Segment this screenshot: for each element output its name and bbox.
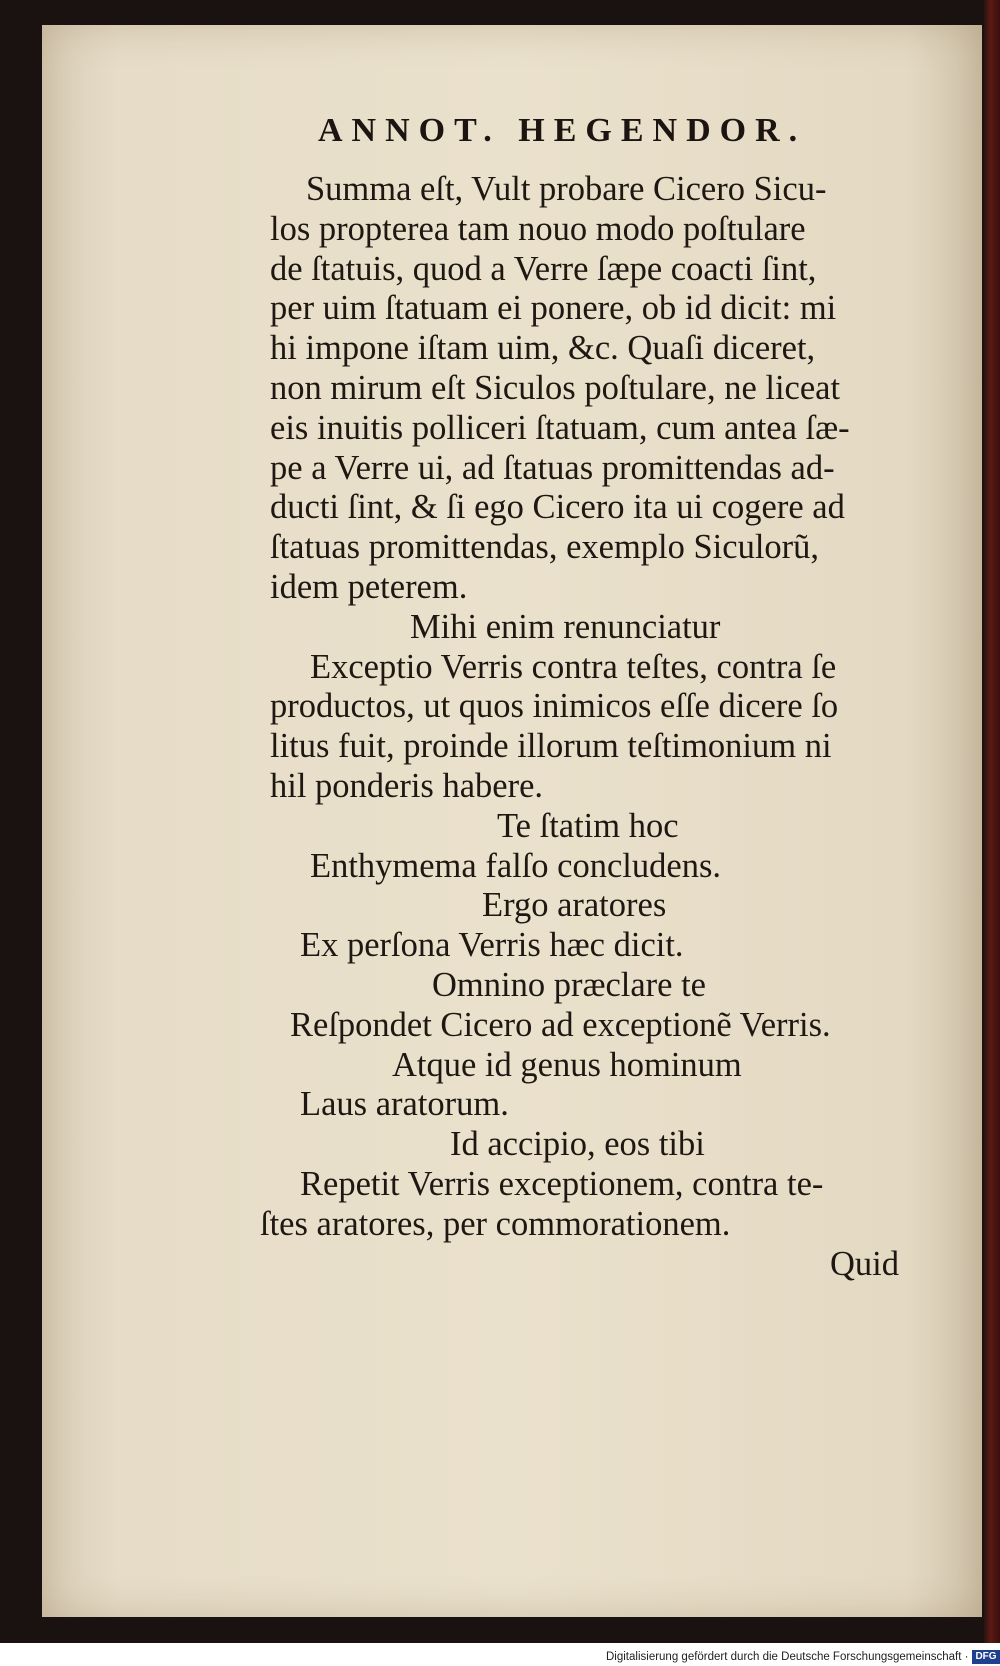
text-line: per uim ſtatuam ei ponere, ob id dicit: mi [270, 289, 837, 328]
text-line: hi impone iſtam uim, &c. Quaſi diceret, [270, 329, 816, 368]
text-line: de ſtatuis, quod a Verre ſæpe coacti ſint, [270, 249, 817, 288]
footer-text: Digitalisierung gefördert durch die Deutsche Forschungsgemeinschaft · [606, 1651, 969, 1663]
book-cover-edge [984, 0, 1000, 1643]
text-line: Reſpondet Cicero ad exceptionẽ Verris. [290, 1005, 831, 1044]
page-text [260, 170, 920, 1284]
lemma-heading: Omnino præclare te [432, 965, 706, 1004]
text-line: Summa eſt, Vult probare Cicero Sicu- [306, 170, 827, 208]
text-line: Laus aratorum. [300, 1085, 509, 1124]
text-line: Enthymema falſo concludens. [310, 846, 722, 885]
text-line: hil ponderis habere. [270, 766, 544, 805]
text-line: ducti ſint, & ſi ego Cicero ita ui cogere ad [270, 488, 845, 527]
text-line: ſtes aratores, per commorationem. [260, 1204, 731, 1243]
catchword: Quid [830, 1244, 899, 1283]
lemma-heading: Id accipio, eos tibi [450, 1125, 705, 1164]
text-line: ſtatuas promittendas, exemplo Siculorũ, [270, 528, 820, 567]
dfg-logo: DFG [972, 1650, 999, 1664]
text-line: los propterea tam nouo modo poſtulare [270, 209, 806, 248]
text-line: idem peterem. [270, 567, 468, 606]
lemma-heading: Te ſtatim hoc [497, 806, 679, 845]
text-line: non mirum eſt Siculos poſtulare, ne liceat [270, 368, 841, 407]
text-line: productos, ut quos inimicos eſſe dicere ſo [270, 687, 839, 726]
text-line: Exceptio Verris contra teſtes, contra ſe [310, 647, 837, 686]
text-line: Repetit Verris exceptionem, contra te- [300, 1164, 824, 1203]
running-header: ANNOT. HEGENDOR. [318, 112, 807, 149]
text-line: eis inuitis polliceri ſtatuam, cum antea ſæ- [270, 408, 850, 447]
lemma-heading: Atque id genus hominum [392, 1045, 742, 1084]
text-line: pe a Verre ui, ad ſtatuas promittendas ad- [270, 448, 835, 487]
lemma-heading: Mihi enim renunciatur [410, 607, 721, 646]
lemma-heading: Ergo aratores [482, 886, 667, 925]
text-line: Ex perſona Verris hæc dicit. [300, 926, 684, 965]
text-line: litus fuit, proinde illorum teſtimonium ni [270, 727, 832, 766]
footer-credit [606, 1648, 996, 1666]
